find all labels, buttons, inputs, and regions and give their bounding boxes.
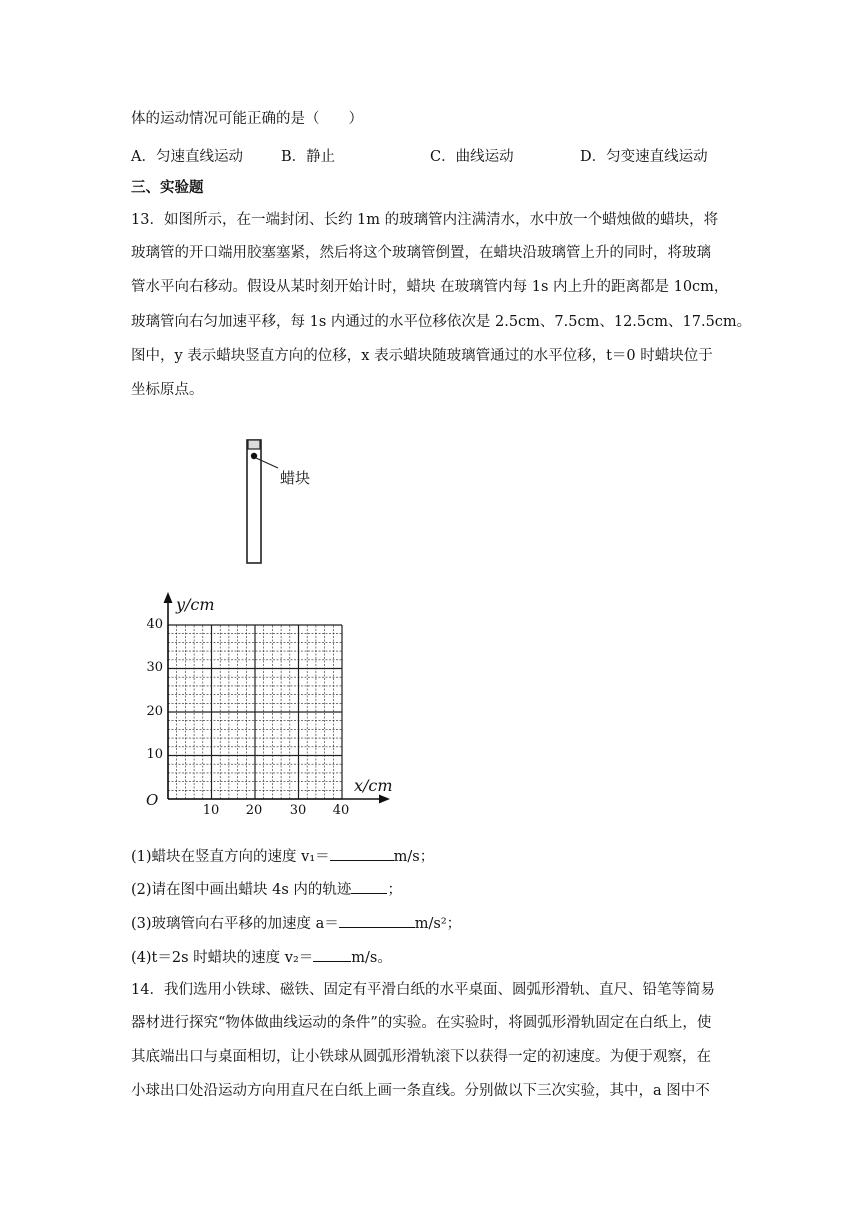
- q14-line: 小球出口处沿运动方向用直尺在白纸上画一条直线。分别做以下三次实验，其中，a 图中不: [131, 1083, 710, 1099]
- x-axis-label: x/cm: [354, 776, 393, 795]
- prev-question-tail: 体的运动情况可能正确的是（ ）: [131, 111, 363, 127]
- option-a: A．匀速直线运动: [131, 149, 243, 165]
- q13-sub1: (1)蜡块在竖直方向的速度 v₁＝ m/s；: [131, 845, 739, 867]
- q13-line: 图中，y 表示蜡块竖直方向的位移，x 表示蜡块随玻璃管通过的水平位移，t＝0 时蜡块位于: [131, 348, 713, 364]
- answer-blank-v1[interactable]: [330, 845, 394, 861]
- option-b: B．静止: [281, 149, 336, 165]
- q13-line: 管水平向右移动。假设从某时刻开始计时，蜡块 在玻璃管内每 1s 内上升的距离都是 10cm，: [131, 279, 729, 295]
- q14-line: 14．我们选用小铁球、磁铁、固定有平滑白纸的水平桌面、圆弧形滑轨、直尺、铅笔等简易: [131, 982, 715, 998]
- y-tick-label: 30: [146, 660, 163, 675]
- y-axis-label: y/cm: [176, 595, 215, 614]
- q13-line: 13．如图所示，在一端封闭、长约 1m 的玻璃管内注满清水，水中放一个蜡烛做的蜡块，将: [131, 212, 719, 228]
- x-tick-label: 30: [289, 803, 307, 818]
- q13-line: 玻璃管向右匀加速平移，每 1s 内通过的水平位移依次是 2.5cm、7.5cm、12.5cm、17.5cm。: [131, 314, 752, 330]
- q13-sub3: (3)玻璃管向右平移的加速度 a＝ m/s²；: [131, 912, 739, 934]
- x-tick-label: 10: [202, 803, 220, 818]
- q13-line: 玻璃管的开口端用胶塞塞紧，然后将这个玻璃管倒置，在蜡块沿玻璃管上升的同时，将玻璃: [131, 245, 711, 261]
- y-tick-label: 20: [146, 704, 163, 719]
- x-axis-arrow: [379, 795, 390, 804]
- section-title: 三、实验题: [131, 179, 204, 196]
- coordinate-graph: [140, 590, 405, 820]
- wax-block-label: 蜡块: [280, 469, 311, 487]
- q14-line: 器材进行探究“物体做曲线运动的条件”的实验。在实验时，将圆弧形滑轨固定在白纸上，使: [131, 1015, 712, 1031]
- graph-grid: [168, 625, 342, 799]
- y-tick-label: 40: [146, 617, 163, 632]
- rubber-stopper: [248, 440, 260, 449]
- answer-blank-a[interactable]: [339, 912, 415, 928]
- y-tick-label: 10: [146, 747, 163, 762]
- x-tick-label: 20: [245, 803, 263, 818]
- answer-blank-v2[interactable]: [313, 946, 351, 962]
- x-tick-label: 40: [332, 803, 350, 818]
- q13-line: 坐标原点。: [131, 382, 204, 398]
- option-d: D．匀变速直线运动: [580, 149, 708, 165]
- option-c: C．曲线运动: [430, 149, 514, 165]
- answer-blank-trajectory[interactable]: [351, 878, 387, 894]
- y-axis-arrow: [164, 592, 173, 603]
- q13-sub2: (2)请在图中画出蜡块 4s 内的轨迹 ；: [131, 878, 739, 900]
- glass-tube-figure: [240, 432, 330, 567]
- origin-label: O: [146, 791, 159, 809]
- q14-line: 其底端出口与桌面相切，让小铁球从圆弧形滑轨滚下以获得一定的初速度。为便于观察，在: [131, 1049, 711, 1065]
- q13-sub4: (4)t＝2s 时蜡块的速度 v₂＝ m/s。: [131, 946, 739, 968]
